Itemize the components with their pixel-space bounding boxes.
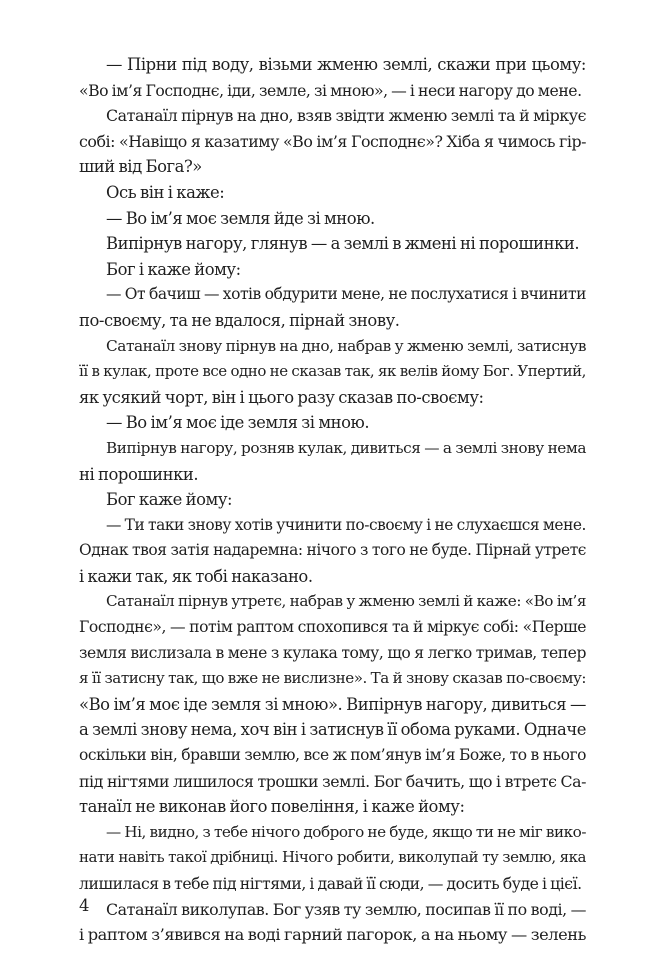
text-line: Випірнув нагору, розняв кулак, дивиться — а землі знову нема <box>106 438 586 457</box>
text-line: — Пірни під воду, візьми жменю землі, скажи при цьому: <box>106 55 586 74</box>
text-line: собі: «Навіщо я казатиму «Во ім’я Господнє»? Хіба я чимось гір- <box>79 131 586 151</box>
text-line: оскільки він, бравши землю, все ж пом’янув ім’я Боже, то в нього <box>79 746 586 765</box>
text-line: Бог і каже йому: <box>106 259 241 279</box>
text-line: по-своєму, та не вдалося, пірнай знову. <box>79 310 400 330</box>
text-line: Сатанаїл пірнув на дно, взяв звідти жменю землі та й міркує <box>106 106 586 126</box>
text-line: ший від Бога?» <box>79 157 202 177</box>
text-line: нати навіть такої дрібниці. Нічого робити, виколупай ту землю, яка <box>79 848 586 867</box>
text-line: Сатанаїл знову пірнув на дно, набрав у жменю землі, затиснув <box>106 336 586 355</box>
body-text <box>79 52 586 948</box>
text-line: під нігтями лишилося трошки землі. Бог бачить, що і втретє Са- <box>79 771 586 791</box>
text-line: Сатанаїл пірнув утретє, набрав у жменю землі й каже: «Во ім’я <box>106 592 586 611</box>
text-line: — Во ім’я моє земля йде зі мною. <box>106 208 375 228</box>
page-number: 4 <box>79 896 90 915</box>
text-line: і кажи так, як тобі наказано. <box>79 566 313 586</box>
text-line: танаїл не виконав його повеління, і каже йому: <box>79 797 465 817</box>
text-line: Бог каже йому: <box>106 490 233 510</box>
text-line: — От бачиш — хотів обдурити мене, не послухатися і вчинити <box>106 285 586 304</box>
text-line: лишилася в тебе під нігтями, і давай її сюди, — досить буде і цієї. <box>79 874 582 893</box>
text-line: Однак твоя затія надаремна: нічого з того не буде. Пірнай утретє <box>79 541 586 560</box>
text-line: Випірнув нагору, глянув — а землі в жмені ні порошинки. <box>106 234 580 254</box>
text-line: її в кулак, проте все одно не сказав так, як велів йому Бог. Упертий, <box>79 362 586 381</box>
text-line: Ось він і каже: <box>106 182 225 202</box>
text-line: «Во ім’я Господнє, іди, земле, зі мною», — і неси нагору до мене. <box>79 80 582 100</box>
text-line: «Во ім’я моє іде земля зі мною». Випірнув нагору, дивиться — <box>79 694 586 714</box>
text-line: — Ти таки знову хотів учинити по-своєму і не слухаєшся мене. <box>106 515 586 534</box>
text-line: Господнє», — потім раптом спохопився та й міркує собі: «Перше <box>79 618 586 637</box>
text-line: і раптом з’явився на воді гарний пагорок, а на ньому — зелень <box>79 925 586 945</box>
text-line: я її затисну так, що вже не вислизне». Та й знову сказав по-своєму: <box>79 669 586 688</box>
text-line: — Во ім’я моє іде земля зі мною. <box>106 413 370 433</box>
text-line: а землі знову нема, хоч він і затиснув її обома руками. Одначе <box>79 720 586 740</box>
text-line: Сатанаїл виколупав. Бог узяв ту землю, посипав її по воді, — <box>106 899 586 919</box>
text-line: ні порошинки. <box>79 464 199 484</box>
text-line: як усякий чорт, він і цього разу сказав по-своєму: <box>79 387 484 407</box>
text-line: — Ні, видно, з тебе нічого доброго не буде, якщо ти не міг вико- <box>106 822 586 841</box>
text-line: земля вислизала в мене з кулака тому, що я легко тримав, тепер <box>79 643 586 662</box>
